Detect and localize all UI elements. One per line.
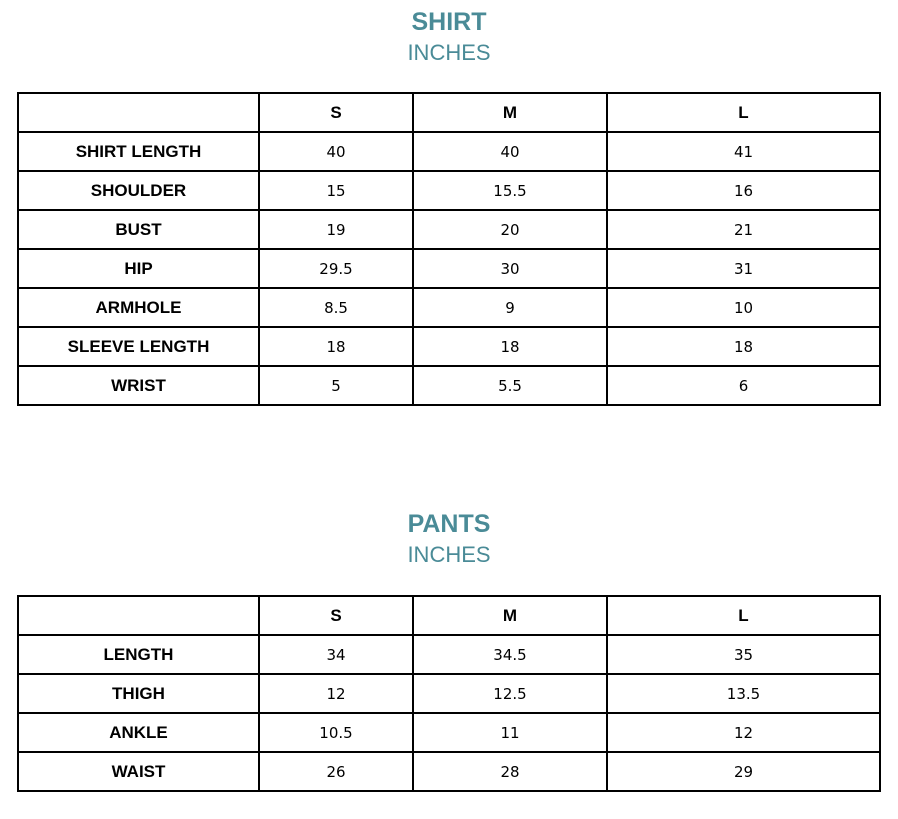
cell-value: 10.5 [259,713,413,752]
table-row [18,327,880,366]
cell-value: 15.5 [413,171,607,210]
cell-value: 11 [413,713,607,752]
table-header-row [18,93,880,132]
header-cell-m: M [413,93,607,132]
table-row [18,210,880,249]
cell-value: 12 [607,713,880,752]
shirt-unit: INCHES [407,40,491,65]
row-label: THIGH [18,674,259,713]
row-label: WAIST [18,752,259,791]
table-row [18,249,880,288]
header-cell-m: M [413,596,607,635]
cell-value: 28 [413,752,607,791]
row-label: BUST [18,210,259,249]
cell-value: 19 [259,210,413,249]
table-row [18,635,880,674]
cell-value: 8.5 [259,288,413,327]
cell-value: 18 [607,327,880,366]
row-label: SLEEVE LENGTH [18,327,259,366]
header-cell-s: S [259,93,413,132]
cell-value: 9 [413,288,607,327]
header-cell-s: S [259,596,413,635]
header-cell-blank [18,596,259,635]
cell-value: 29.5 [259,249,413,288]
cell-value: 6 [607,366,880,405]
cell-value: 34 [259,635,413,674]
cell-value: 16 [607,171,880,210]
shirt-size-table [17,92,881,406]
cell-value: 5 [259,366,413,405]
cell-value: 40 [259,132,413,171]
row-label: ARMHOLE [18,288,259,327]
cell-value: 30 [413,249,607,288]
table-row [18,713,880,752]
pants-title: PANTS [407,510,491,538]
cell-value: 29 [607,752,880,791]
table-row [18,674,880,713]
cell-value: 41 [607,132,880,171]
header-cell-l: L [607,596,880,635]
pants-size-table [17,595,881,792]
cell-value: 21 [607,210,880,249]
table-row [18,171,880,210]
table-header-row [18,596,880,635]
table-row [18,366,880,405]
row-label: WRIST [18,366,259,405]
shirt-title: SHIRT [411,8,487,36]
cell-value: 13.5 [607,674,880,713]
table-row [18,288,880,327]
header-cell-blank [18,93,259,132]
cell-value: 5.5 [413,366,607,405]
cell-value: 12 [259,674,413,713]
cell-value: 20 [413,210,607,249]
cell-value: 15 [259,171,413,210]
table-row [18,752,880,791]
row-label: SHOULDER [18,171,259,210]
cell-value: 18 [413,327,607,366]
cell-value: 40 [413,132,607,171]
row-label: LENGTH [18,635,259,674]
header-cell-l: L [607,93,880,132]
cell-value: 18 [259,327,413,366]
row-label: SHIRT LENGTH [18,132,259,171]
cell-value: 31 [607,249,880,288]
cell-value: 10 [607,288,880,327]
cell-value: 12.5 [413,674,607,713]
row-label: ANKLE [18,713,259,752]
pants-unit: INCHES [407,542,491,567]
cell-value: 35 [607,635,880,674]
row-label: HIP [18,249,259,288]
cell-value: 26 [259,752,413,791]
cell-value: 34.5 [413,635,607,674]
table-row [18,132,880,171]
